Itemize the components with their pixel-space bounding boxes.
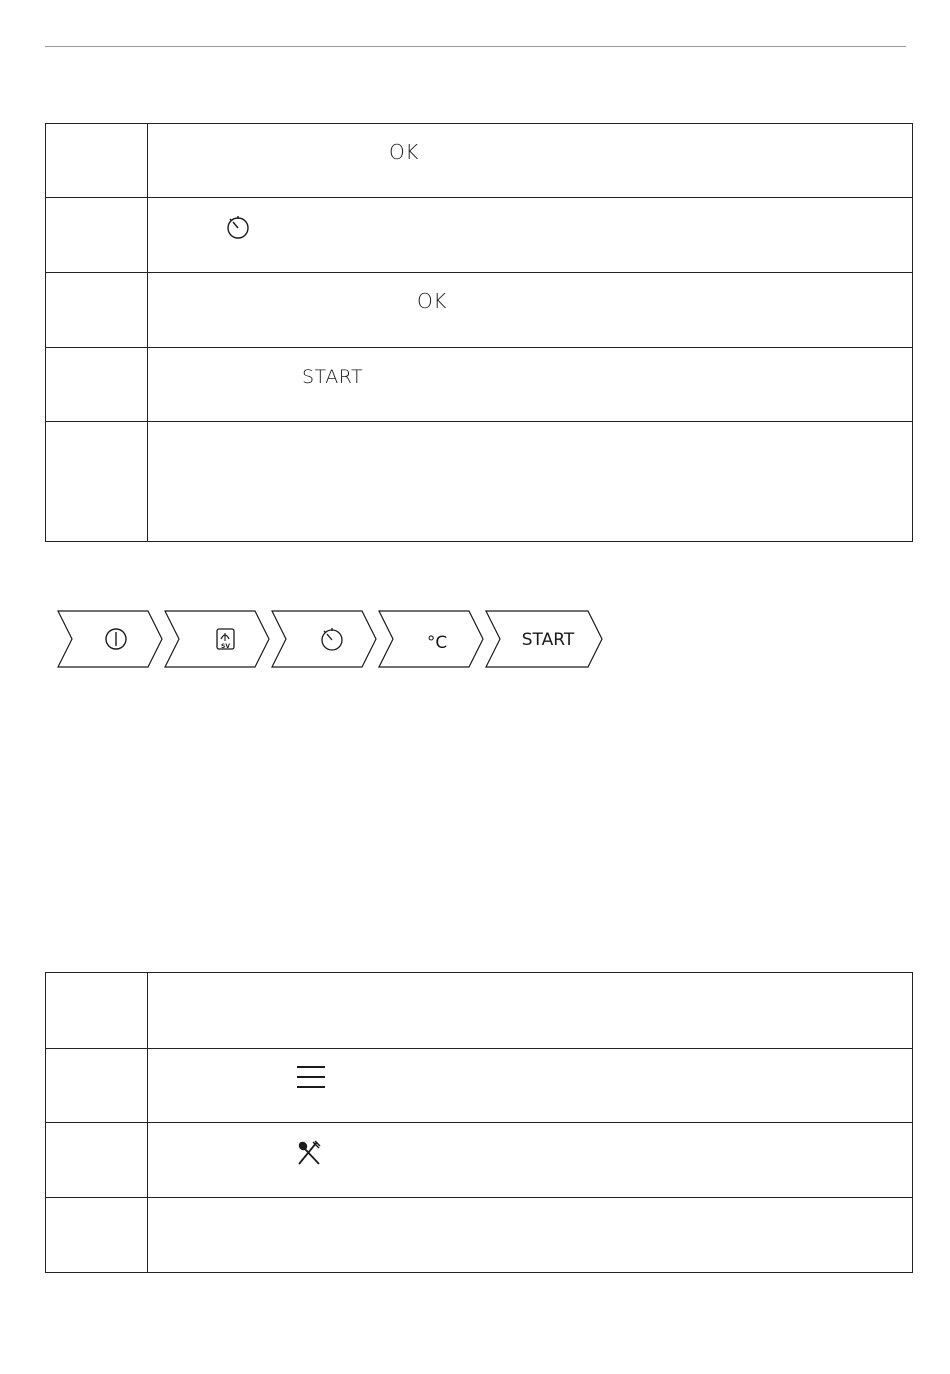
step-description-cell [148, 1123, 913, 1198]
celsius-icon: °C [426, 633, 448, 653]
step-description-cell [148, 273, 913, 348]
step-description-cell [148, 422, 913, 542]
cutlery-icon [296, 1140, 322, 1166]
start-label: START [521, 630, 575, 650]
sequence-step-timer [272, 611, 376, 667]
menu-icon [296, 1063, 326, 1091]
step-number-cell [46, 273, 148, 348]
step-description-cell [148, 1049, 913, 1123]
ok-token: OK [417, 289, 447, 313]
table-row [46, 1123, 913, 1198]
table-row [46, 1198, 913, 1273]
step-number-cell [46, 422, 148, 542]
sequence-step-temperature [379, 611, 483, 667]
svg-text:SV: SV [221, 643, 230, 650]
steps-table-1 [45, 123, 913, 542]
step-number-cell [46, 1049, 148, 1123]
ok-token: OK [389, 140, 419, 164]
step-number-cell [46, 973, 148, 1049]
sequence-step-start [486, 611, 602, 667]
step-number-cell [46, 348, 148, 422]
table-row [46, 422, 913, 542]
steps-table-2 [45, 972, 913, 1273]
table-row [46, 124, 913, 198]
start-token: START [302, 366, 364, 388]
table-row [46, 348, 913, 422]
table-row [46, 273, 913, 348]
step-number-cell [46, 1123, 148, 1198]
table-row [46, 198, 913, 273]
step-description-cell [148, 124, 913, 198]
table-row [46, 1049, 913, 1123]
header-divider [45, 46, 906, 47]
sequence-step-sous-vide [165, 611, 269, 667]
step-number-cell [46, 124, 148, 198]
step-description-cell [148, 973, 913, 1049]
program-sequence [56, 610, 616, 668]
step-description-cell [148, 198, 913, 273]
step-number-cell [46, 198, 148, 273]
table-row [46, 973, 913, 1049]
sequence-step-power [58, 611, 162, 667]
step-number-cell [46, 1198, 148, 1273]
timer-icon [225, 214, 251, 240]
step-description-cell [148, 1198, 913, 1273]
step-description-cell [148, 348, 913, 422]
